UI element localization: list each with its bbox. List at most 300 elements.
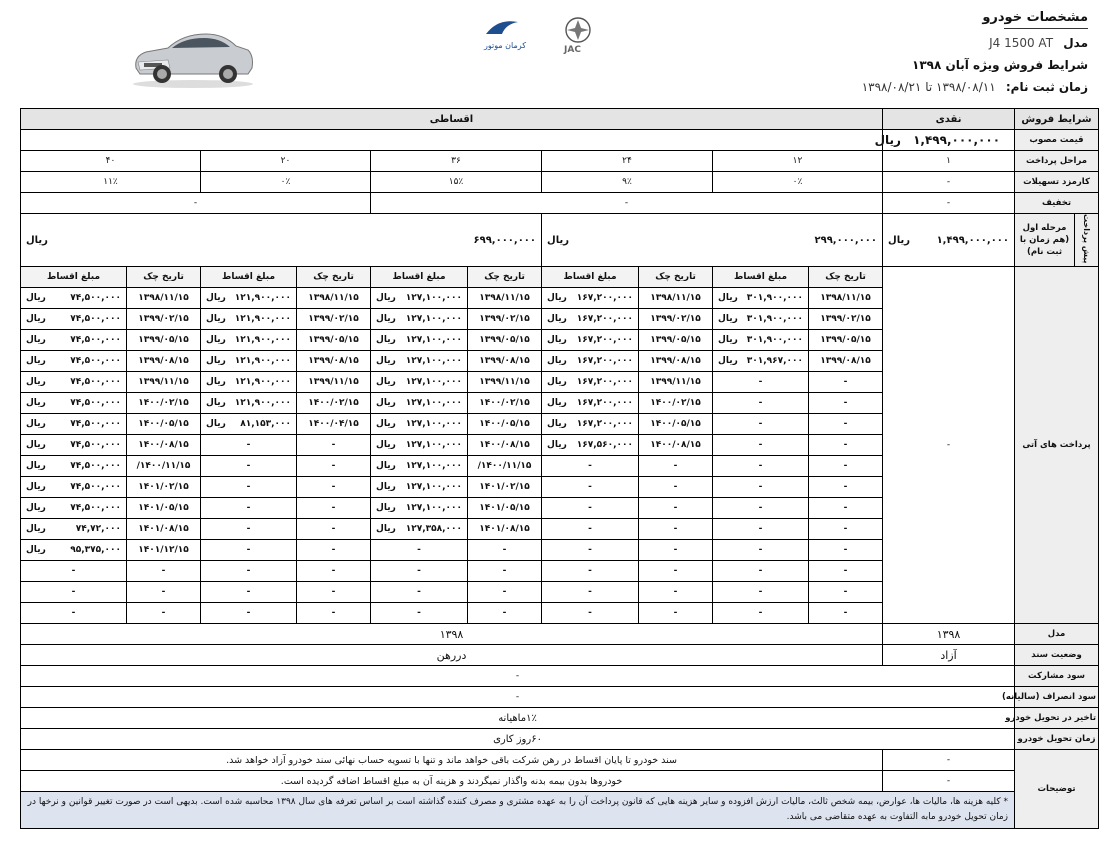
amount-value: ۷۴,۵۰۰,۰۰۰ — [70, 419, 122, 430]
check-date: ۱۳۹۹/۰۵/۱۵ — [127, 330, 201, 351]
amount-currency: ریال — [376, 440, 396, 451]
amount-currency: ریال — [547, 377, 567, 388]
installment-amount: - — [201, 561, 297, 582]
note1: سند خودرو تا پایان اقساط در رهن شرکت باقی خواهد ماند و تنها با تسویه حساب نهائی سند خودرو آزاد خواهد شد. — [21, 750, 883, 771]
installment-amount — [21, 519, 127, 540]
amount-currency: ریال — [206, 335, 226, 346]
check-date: - — [639, 456, 713, 477]
check-date: - — [297, 603, 371, 624]
profit-label: سود مشارکت — [1015, 666, 1099, 687]
amount-currency: ریال — [376, 314, 396, 325]
installment-amount: - — [201, 519, 297, 540]
check-date: ۱۳۹۹/۰۸/۱۵ — [468, 351, 542, 372]
header-row — [21, 109, 1099, 130]
amount-value: ۹۵,۳۷۵,۰۰۰ — [70, 545, 122, 556]
installment-amount — [21, 414, 127, 435]
check-date: ۱۳۹۹/۱۱/۱۵ — [639, 372, 713, 393]
delay-label: تاخیر در تحویل خودرو — [1015, 708, 1099, 729]
check-date: - — [639, 561, 713, 582]
check-date: - — [297, 498, 371, 519]
model-year-inst: ۱۳۹۸ — [21, 624, 883, 645]
check-date: - — [809, 477, 883, 498]
installment-amount: - — [713, 582, 809, 603]
installment-amount — [542, 288, 639, 309]
amount-currency: ریال — [547, 419, 567, 430]
check-date: - — [127, 582, 201, 603]
delivery-row — [21, 729, 1099, 750]
doc-row — [21, 645, 1099, 666]
amount-value: ۷۴,۵۰۰,۰۰۰ — [70, 314, 122, 325]
installment-amount: - — [542, 477, 639, 498]
note2: خودروها بدون بیمه بدنه واگذار نمیگردند و هزینه آن به مبلغ اقساط اضافه گردیده است. — [21, 771, 883, 792]
notes-label: توضیحات — [1015, 750, 1099, 829]
model-line — [989, 36, 1088, 50]
check-date: ۱۳۹۹/۰۸/۱۵ — [809, 351, 883, 372]
reg-dates: ۱۳۹۸/۰۸/۱۱ تا ۱۳۹۸/۰۸/۲۱ — [861, 80, 996, 94]
installment-amount — [371, 456, 468, 477]
installment-amount: - — [542, 603, 639, 624]
note3-row — [21, 792, 1099, 829]
amount-currency: ریال — [376, 419, 396, 430]
check-date: ۱۳۹۹/۰۲/۱۵ — [468, 309, 542, 330]
check-date: - — [809, 540, 883, 561]
stage-2: ۲۴ — [542, 151, 713, 172]
check-date: - — [809, 414, 883, 435]
installment-amount: - — [713, 456, 809, 477]
stage-3: ۳۶ — [371, 151, 542, 172]
fee-5: ۱۱٪ — [21, 172, 201, 193]
amount-currency: ریال — [26, 398, 46, 409]
installment-amount — [371, 477, 468, 498]
check-date: ۱۴۰۰/۰۵/۱۵ — [639, 414, 713, 435]
installment-amount — [371, 393, 468, 414]
installment-amount: - — [201, 582, 297, 603]
amount-value: ۱۲۱,۹۰۰,۰۰۰ — [234, 314, 292, 325]
fee-row — [21, 172, 1099, 193]
installment-amount — [201, 393, 297, 414]
amount-value: ۷۴,۵۰۰,۰۰۰ — [70, 461, 122, 472]
delivery-label: زمان تحویل خودرو — [1015, 729, 1099, 750]
amount-value: ۱۲۷,۱۰۰,۰۰۰ — [405, 398, 463, 409]
check-date: ۱۴۰۱/۰۵/۱۵ — [127, 498, 201, 519]
installment-amount: - — [542, 456, 639, 477]
check-date: - — [127, 603, 201, 624]
installment-amount: - — [713, 540, 809, 561]
check-date: ۱۳۹۸/۱۱/۱۵ — [639, 288, 713, 309]
title-underline — [1004, 28, 1088, 29]
installment-amount — [21, 435, 127, 456]
amount-value: ۱۲۷,۱۰۰,۰۰۰ — [405, 335, 463, 346]
amount-value: ۱۶۷,۲۰۰,۰۰۰ — [576, 314, 634, 325]
prepay-group-cell — [1075, 214, 1099, 267]
prepay-a: ۲۹۹,۰۰۰,۰۰۰ — [814, 234, 878, 246]
check-date: ۱۴۰۰/۰۸/۱۵ — [468, 435, 542, 456]
check-date: ۱۴۰۰/۰۲/۱۵ — [127, 393, 201, 414]
installment-amount — [371, 309, 468, 330]
check-date: - — [639, 582, 713, 603]
amount-value: ۸۱,۱۵۳,۰۰۰ — [240, 419, 292, 430]
installment-amount: - — [713, 603, 809, 624]
amount-currency: ریال — [26, 440, 46, 451]
amount-value: ۷۴,۵۰۰,۰۰۰ — [70, 293, 122, 304]
amount-value: ۱۲۷,۱۰۰,۰۰۰ — [405, 293, 463, 304]
check-date: ۱۳۹۹/۰۸/۱۵ — [297, 351, 371, 372]
brand-text: JAC — [564, 45, 581, 55]
sub-amt-1: مبلغ اقساط — [713, 267, 809, 288]
installment-amount — [201, 288, 297, 309]
check-date: - — [468, 561, 542, 582]
installment-amount: - — [713, 435, 809, 456]
amount-value: ۱۲۷,۳۵۸,۰۰۰ — [405, 524, 463, 535]
amount-currency: ریال — [376, 335, 396, 346]
amount-currency: ریال — [718, 293, 738, 304]
installment-amount: - — [201, 498, 297, 519]
price-installment-empty — [21, 130, 883, 151]
prepay-a-cell — [542, 214, 883, 267]
amount-currency: ریال — [26, 419, 46, 430]
fee-4: ۰٪ — [201, 172, 371, 193]
doc-label: وضعیت سند — [1015, 645, 1099, 666]
prepay-cash-cell — [883, 214, 1015, 267]
check-date: ۱۴۰۰/۱۱/۱۵/ — [127, 456, 201, 477]
amount-value: ۱۲۱,۹۰۰,۰۰۰ — [234, 335, 292, 346]
amount-value: ۳۰۱,۹۰۰,۰۰۰ — [746, 293, 804, 304]
amount-value: ۱۶۷,۲۰۰,۰۰۰ — [576, 293, 634, 304]
check-date: - — [809, 582, 883, 603]
installment-amount: - — [201, 603, 297, 624]
delivery-value: ۶۰روز کاری — [21, 729, 1015, 750]
amount-value: ۷۴,۵۰۰,۰۰۰ — [70, 440, 122, 451]
check-date: ۱۳۹۹/۱۱/۱۵ — [297, 372, 371, 393]
price-label: قیمت مصوب — [1015, 130, 1099, 151]
installment-amount — [542, 435, 639, 456]
installment-amount — [21, 498, 127, 519]
installment-amount — [713, 351, 809, 372]
sub-date-4: تاریخ چک — [297, 267, 371, 288]
discount-row — [21, 193, 1099, 214]
model-year-label: مدل — [1015, 624, 1099, 645]
amount-currency: ریال — [26, 314, 46, 325]
amount-value: ۱۲۱,۹۰۰,۰۰۰ — [234, 356, 292, 367]
stage-1: ۱۲ — [713, 151, 883, 172]
installment-amount — [542, 393, 639, 414]
check-date: ۱۴۰۱/۱۲/۱۵ — [127, 540, 201, 561]
amount-value: ۱۶۷,۲۰۰,۰۰۰ — [576, 419, 634, 430]
stage-5: ۴۰ — [21, 151, 201, 172]
check-date: - — [297, 435, 371, 456]
header — [0, 0, 1118, 108]
amount-value: ۷۴,۵۰۰,۰۰۰ — [70, 398, 122, 409]
amount-currency: ریال — [206, 398, 226, 409]
installment-amount: - — [542, 561, 639, 582]
installment-amount — [21, 351, 127, 372]
check-date: ۱۳۹۹/۰۵/۱۵ — [809, 330, 883, 351]
amount-currency: ریال — [376, 398, 396, 409]
sub-amt-5: مبلغ اقساط — [21, 267, 127, 288]
amount-currency: ریال — [206, 377, 226, 388]
amount-value: ۳۰۱,۹۰۰,۰۰۰ — [746, 314, 804, 325]
check-date: - — [127, 561, 201, 582]
installment-amount — [201, 330, 297, 351]
installment-amount: - — [542, 582, 639, 603]
check-date: ۱۳۹۹/۰۸/۱۵ — [127, 351, 201, 372]
amount-value: ۷۴,۵۰۰,۰۰۰ — [70, 482, 122, 493]
prepay-b: ۶۹۹,۰۰۰,۰۰۰ — [473, 234, 537, 246]
doc-inst: دررهن — [21, 645, 883, 666]
forfeit-value: - — [21, 687, 1015, 708]
prepay-a-currency: ریال — [547, 234, 569, 246]
amount-currency: ریال — [547, 293, 567, 304]
price-value: ۱,۴۹۹,۰۰۰,۰۰۰ — [913, 133, 1001, 147]
installment-amount — [21, 372, 127, 393]
installment-amount — [21, 393, 127, 414]
check-date: ۱۴۰۰/۱۱/۱۵/ — [468, 456, 542, 477]
amount-currency: ریال — [26, 545, 46, 556]
check-date: ۱۴۰۰/۰۲/۱۵ — [468, 393, 542, 414]
check-date: ۱۳۹۹/۰۵/۱۵ — [297, 330, 371, 351]
installment-amount: - — [713, 414, 809, 435]
amount-value: ۱۲۱,۹۰۰,۰۰۰ — [234, 398, 292, 409]
check-date: - — [639, 498, 713, 519]
amount-value: ۱۶۷,۲۰۰,۰۰۰ — [576, 356, 634, 367]
amount-value: ۱۲۷,۱۰۰,۰۰۰ — [405, 503, 463, 514]
fee-2: ۹٪ — [542, 172, 713, 193]
reg-label: زمان ثبت نام: — [1005, 80, 1088, 94]
head-installment: اقساطی — [21, 109, 883, 130]
check-date: - — [297, 540, 371, 561]
prepay-b-currency: ریال — [26, 234, 48, 246]
check-date: ۱۳۹۹/۱۱/۱۵ — [468, 372, 542, 393]
installment-amount: - — [713, 477, 809, 498]
fee-label: کارمزد تسهیلات — [1015, 172, 1099, 193]
installment-amount: - — [542, 498, 639, 519]
amount-currency: ریال — [376, 377, 396, 388]
model-year-cash: ۱۳۹۸ — [883, 624, 1015, 645]
check-date: ۱۴۰۱/۰۸/۱۵ — [468, 519, 542, 540]
amount-currency: ریال — [376, 356, 396, 367]
sub-header-row — [21, 267, 1099, 288]
prepay-cash: ۱,۴۹۹,۰۰۰,۰۰۰ — [936, 234, 1010, 246]
check-date: - — [639, 603, 713, 624]
discount-cash: - — [883, 193, 1015, 214]
amount-currency: ریال — [206, 293, 226, 304]
fee-3: ۱۵٪ — [371, 172, 542, 193]
amount-currency: ریال — [718, 335, 738, 346]
amount-value: ۱۲۷,۱۰۰,۰۰۰ — [405, 356, 463, 367]
installment-amount — [21, 330, 127, 351]
amount-currency: ریال — [26, 482, 46, 493]
sub-date-2: تاریخ چک — [639, 267, 713, 288]
amount-currency: ریال — [206, 356, 226, 367]
installment-amount: - — [713, 393, 809, 414]
amount-currency: ریال — [26, 356, 46, 367]
prepay-cash-currency: ریال — [888, 234, 910, 246]
discount-label: تخفیف — [1015, 193, 1099, 214]
check-date: - — [297, 561, 371, 582]
installment-amount — [713, 309, 809, 330]
check-date: ۱۳۹۸/۱۱/۱۵ — [127, 288, 201, 309]
amount-value: ۳۰۱,۹۶۷,۰۰۰ — [746, 356, 804, 367]
check-date: - — [809, 456, 883, 477]
logo-text: کرمان موتور — [484, 41, 527, 50]
check-date: ۱۳۹۹/۰۲/۱۵ — [639, 309, 713, 330]
installment-amount: - — [713, 498, 809, 519]
installment-amount: - — [371, 582, 468, 603]
delay-row — [21, 708, 1099, 729]
stages-row — [21, 151, 1099, 172]
amount-currency: ریال — [26, 461, 46, 472]
check-date: ۱۴۰۰/۰۵/۱۵ — [127, 414, 201, 435]
check-date: ۱۳۹۹/۰۲/۱۵ — [297, 309, 371, 330]
price-cash-cell — [874, 130, 1015, 151]
amount-currency: ریال — [26, 503, 46, 514]
amount-value: ۱۲۷,۱۰۰,۰۰۰ — [405, 377, 463, 388]
check-date: ۱۳۹۹/۱۱/۱۵ — [127, 372, 201, 393]
stage-4: ۲۰ — [201, 151, 371, 172]
future-cash: - — [883, 267, 1015, 624]
model-label: مدل — [1063, 36, 1088, 50]
installment-amount — [201, 372, 297, 393]
check-date: - — [809, 603, 883, 624]
check-date: ۱۳۹۸/۱۱/۱۵ — [809, 288, 883, 309]
installment-amount: - — [201, 435, 297, 456]
amount-currency: ریال — [376, 482, 396, 493]
installment-amount — [542, 414, 639, 435]
delay-value: ۱٪ماهیانه — [21, 708, 1015, 729]
check-date: - — [468, 582, 542, 603]
note2-cash: - — [883, 771, 1015, 792]
amount-value: ۱۲۷,۱۰۰,۰۰۰ — [405, 482, 463, 493]
check-date: - — [468, 603, 542, 624]
amount-currency: ریال — [376, 503, 396, 514]
sub-amt-3: مبلغ اقساط — [371, 267, 468, 288]
installment-amount — [371, 519, 468, 540]
sub-amt-4: مبلغ اقساط — [201, 267, 297, 288]
discount-b: - — [21, 193, 371, 214]
check-date: ۱۴۰۱/۰۵/۱۵ — [468, 498, 542, 519]
check-date: ۱۳۹۸/۱۱/۱۵ — [468, 288, 542, 309]
sub-amt-2: مبلغ اقساط — [542, 267, 639, 288]
amount-value: ۱۶۷,۲۰۰,۰۰۰ — [576, 377, 634, 388]
amount-value: ۱۶۷,۲۰۰,۰۰۰ — [576, 335, 634, 346]
check-date: ۱۳۹۹/۰۲/۱۵ — [127, 309, 201, 330]
check-date: ۱۴۰۱/۰۲/۱۵ — [468, 477, 542, 498]
installment-amount — [371, 498, 468, 519]
brand-logos — [476, 12, 614, 54]
installment-amount: - — [371, 561, 468, 582]
installment-amount: - — [201, 456, 297, 477]
amount-currency: ریال — [376, 293, 396, 304]
check-date: - — [809, 561, 883, 582]
check-date: ۱۴۰۰/۰۴/۱۵ — [297, 414, 371, 435]
forfeit-row — [21, 687, 1099, 708]
amount-value: ۷۴,۵۰۰,۰۰۰ — [70, 377, 122, 388]
amount-value: ۱۲۱,۹۰۰,۰۰۰ — [234, 293, 292, 304]
sale-title: شرایط فروش ویژه آبان ۱۳۹۸ — [912, 58, 1088, 72]
sub-date-1: تاریخ چک — [809, 267, 883, 288]
stages-cash: ۱ — [883, 151, 1015, 172]
amount-currency: ریال — [26, 524, 46, 535]
check-date: ۱۴۰۰/۰۸/۱۵ — [127, 435, 201, 456]
amount-currency: ریال — [547, 398, 567, 409]
amount-currency: ریال — [26, 335, 46, 346]
installment-amount — [542, 351, 639, 372]
check-date: - — [468, 540, 542, 561]
check-date: - — [297, 477, 371, 498]
registration-line — [862, 80, 1088, 94]
installment-amount — [371, 435, 468, 456]
amount-currency: ریال — [547, 440, 567, 451]
check-date: ۱۴۰۰/۰۲/۱۵ — [639, 393, 713, 414]
check-date: - — [639, 540, 713, 561]
amount-value: ۷۴,۵۰۰,۰۰۰ — [70, 356, 122, 367]
installment-amount — [371, 372, 468, 393]
head-conditions: شرایط فروش — [1015, 109, 1099, 130]
check-date: - — [639, 519, 713, 540]
head-cash: نقدی — [883, 109, 1015, 130]
fee-cash: - — [883, 172, 1015, 193]
amount-value: ۱۶۷,۲۰۰,۰۰۰ — [576, 398, 634, 409]
future-label: پرداخت های آتی — [1015, 267, 1099, 624]
installment-amount — [201, 414, 297, 435]
installment-amount — [21, 288, 127, 309]
stages-label: مراحل پرداخت — [1015, 151, 1099, 172]
installment-amount — [713, 288, 809, 309]
price-currency: ریال — [874, 133, 901, 147]
amount-currency: ریال — [206, 314, 226, 325]
doc-cash: آزاد — [883, 645, 1015, 666]
amount-currency: ریال — [547, 356, 567, 367]
installment-amount — [542, 330, 639, 351]
sub-date-5: تاریخ چک — [127, 267, 201, 288]
installment-amount — [21, 456, 127, 477]
amount-currency: ریال — [547, 335, 567, 346]
installment-amount — [371, 414, 468, 435]
discount-a: - — [371, 193, 883, 214]
check-date: ۱۳۹۹/۰۲/۱۵ — [809, 309, 883, 330]
amount-value: ۱۲۷,۱۰۰,۰۰۰ — [405, 461, 463, 472]
check-date: ۱۴۰۰/۰۸/۱۵ — [639, 435, 713, 456]
note3: * کلیه هزینه ها، مالیات ها، عوارض، بیمه شخص ثالث، مالیات ارزش افزوده و سایر هزینه هایی که قانون پرداخت آن را به عهده مشتری و مصرف کننده گذاشته است بر اساس تعرفه های سال ۱۳۹۸ محاسبه شده است. بدیهی است در صورت تغییر قوانین و نرخها در زمان تحویل خودرو مابه التفاوت به عهده متقاضی می باشد. — [21, 792, 1015, 829]
amount-currency: ریال — [718, 356, 738, 367]
model-value: J4 1500 AT — [989, 36, 1054, 50]
amount-value: ۷۴,۷۲,۰۰۰ — [75, 524, 122, 535]
fee-1: ۰٪ — [713, 172, 883, 193]
amount-value: ۱۲۷,۱۰۰,۰۰۰ — [405, 440, 463, 451]
amount-value: ۷۴,۵۰۰,۰۰۰ — [70, 503, 122, 514]
amount-currency: ریال — [718, 314, 738, 325]
forfeit-label: سود انصراف (سالیانه) — [1015, 687, 1099, 708]
amount-currency: ریال — [26, 377, 46, 388]
check-date: - — [809, 519, 883, 540]
check-date: - — [297, 519, 371, 540]
model-year-row — [21, 624, 1099, 645]
amount-currency: ریال — [376, 524, 396, 535]
installment-amount: - — [21, 603, 127, 624]
installment-amount — [201, 309, 297, 330]
installment-amount — [201, 351, 297, 372]
note1-row — [21, 750, 1099, 771]
car-image — [128, 18, 258, 90]
installment-amount: - — [713, 372, 809, 393]
amount-currency: ریال — [547, 314, 567, 325]
check-date: - — [297, 456, 371, 477]
check-date: - — [297, 582, 371, 603]
amount-currency: ریال — [26, 293, 46, 304]
check-date: ۱۳۹۸/۱۱/۱۵ — [297, 288, 371, 309]
check-date: ۱۴۰۱/۰۲/۱۵ — [127, 477, 201, 498]
sales-table — [20, 108, 1099, 829]
